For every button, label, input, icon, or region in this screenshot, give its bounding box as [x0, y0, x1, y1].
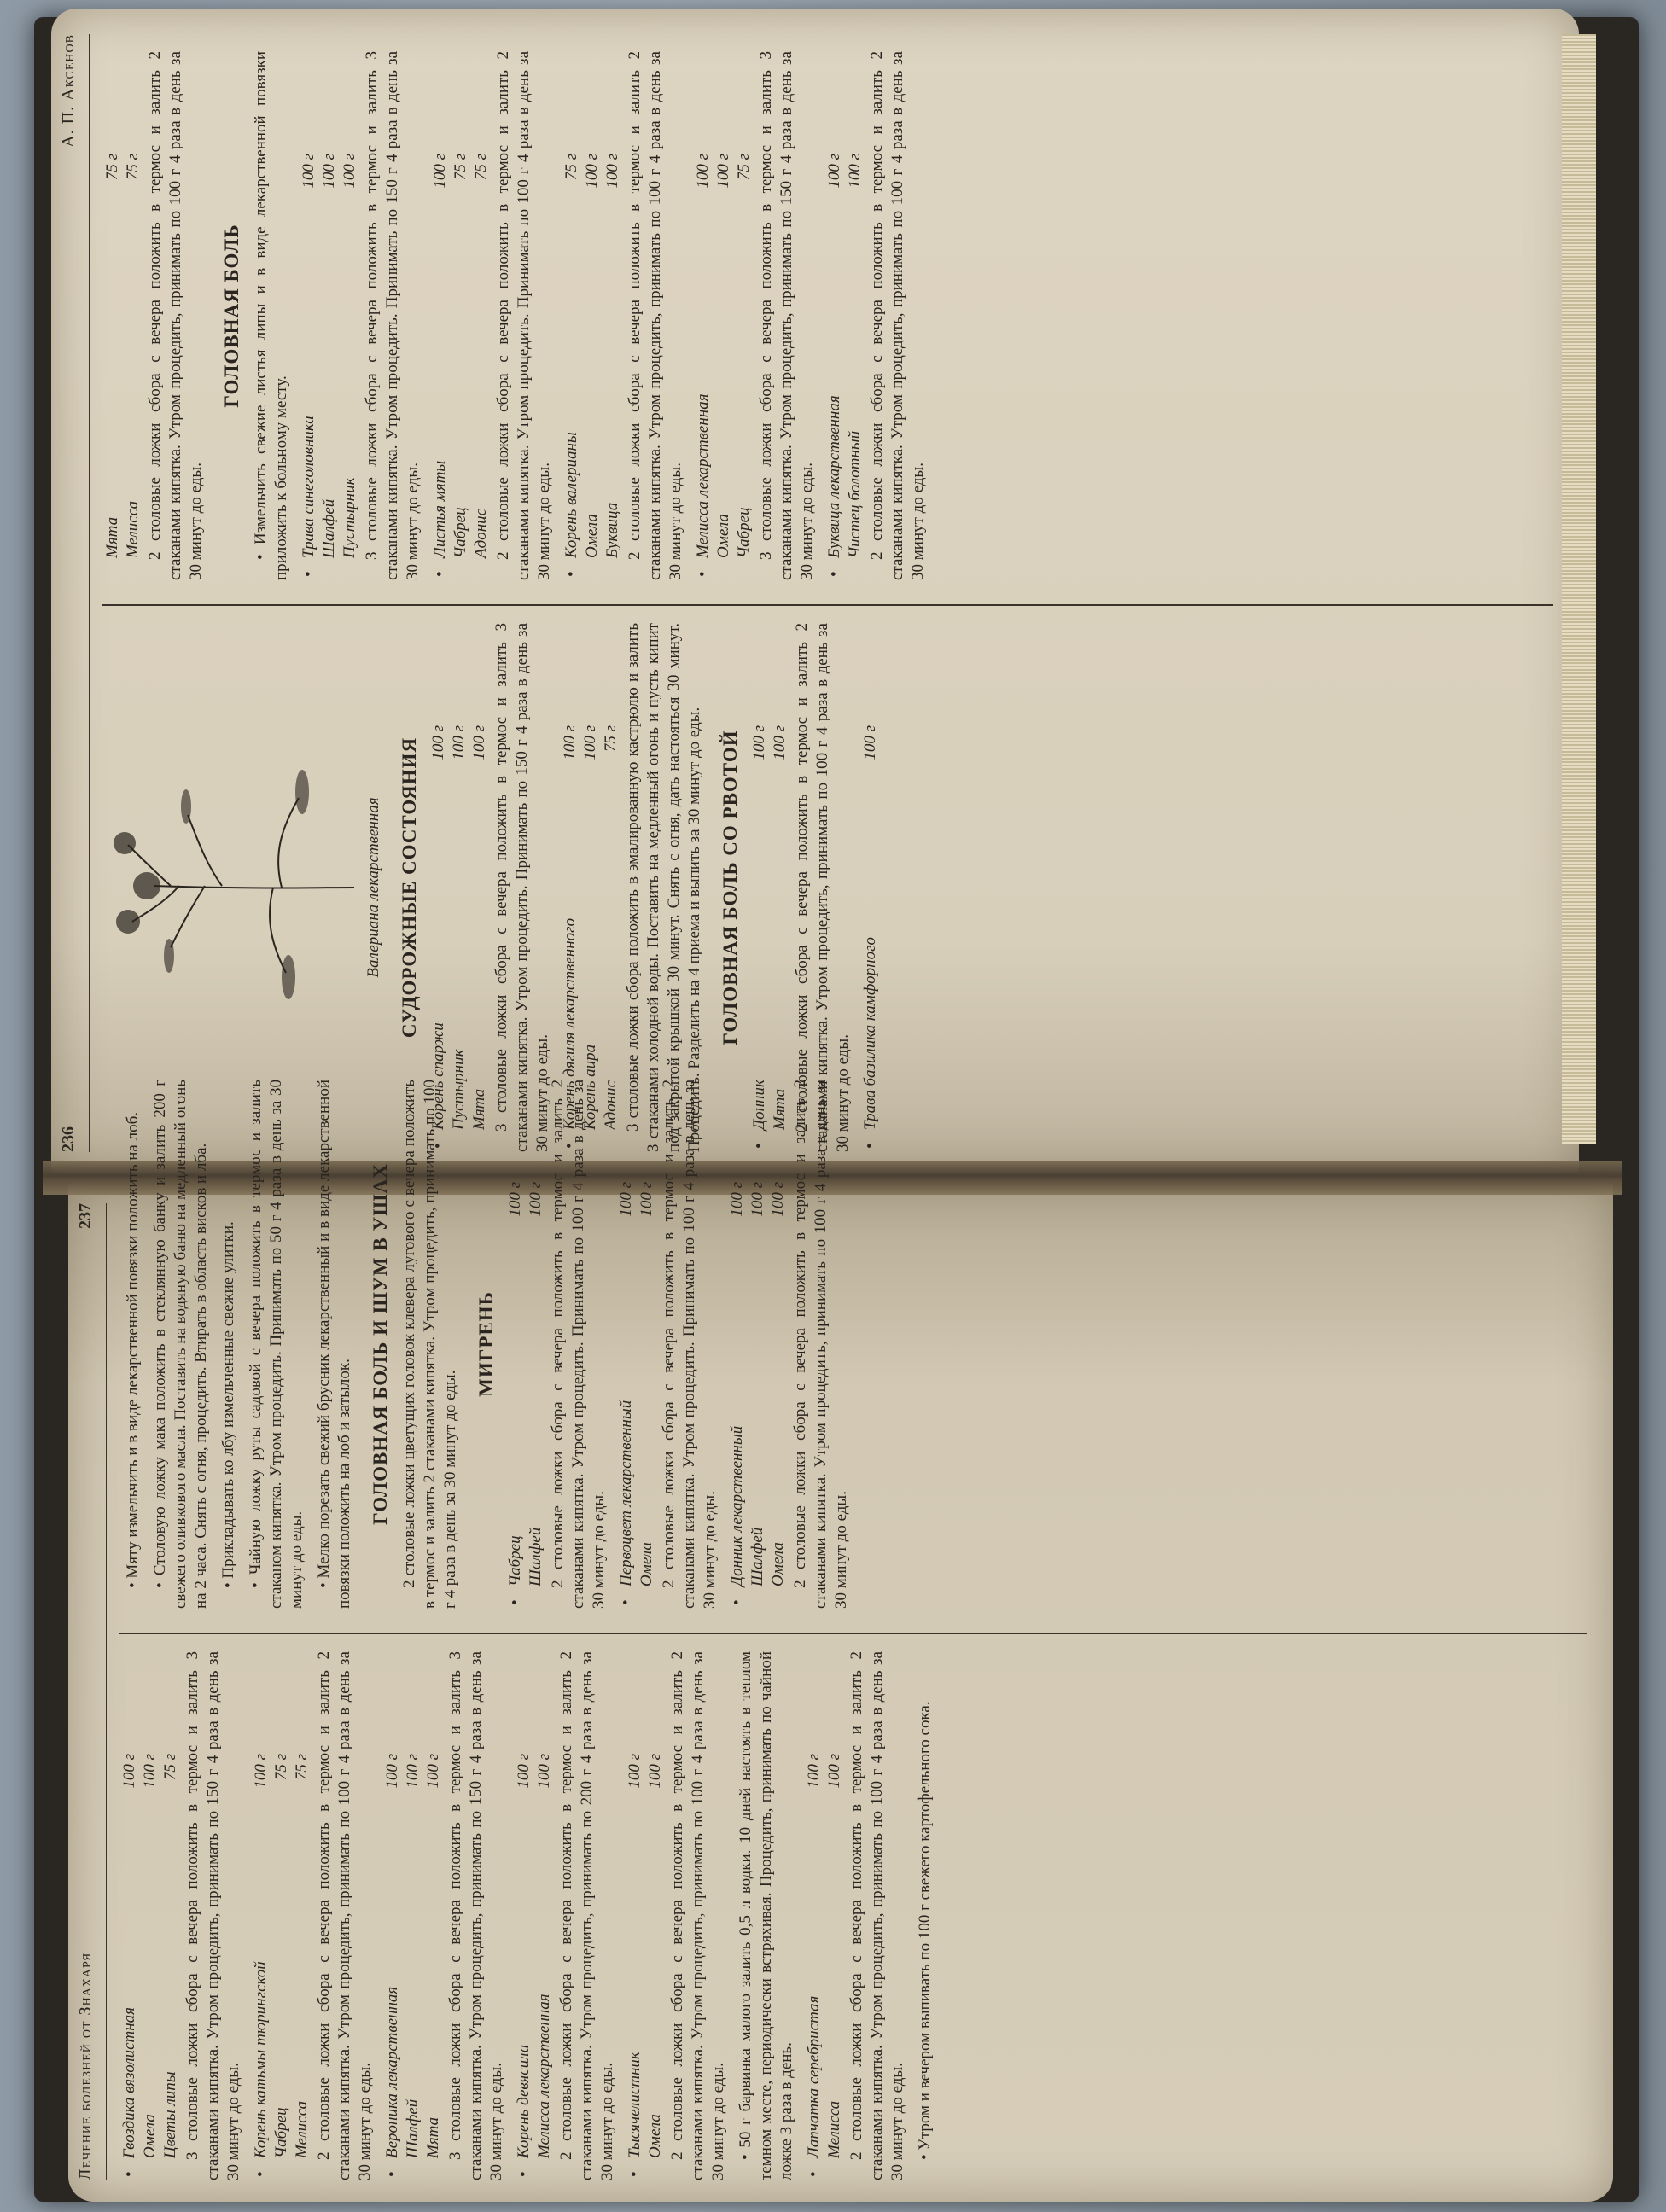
- ingredient: Корень аира 100 г: [581, 725, 599, 1130]
- section-title: СУДОРОЖНЫЕ СОСТОЯНИЯ: [399, 736, 420, 1039]
- recipe: [382, 1651, 507, 2180]
- ingredient: • Лапчатка серебристая 100 г: [804, 1651, 824, 2180]
- running-head: Лечение болезней от Знахаря: [76, 1952, 95, 2180]
- ingredient: • Чабрец 100 г: [505, 1080, 526, 1609]
- recipe-text: 2 столовые ложки сбора с вечера положить в термос и залить 2 стаканами кипятка. Утром процедить, принимать по 100 г 4 раза в день за 30 минут до еды.: [791, 1080, 850, 1609]
- right-col-1: [119, 1651, 942, 2180]
- right-col-2: [119, 1080, 859, 1609]
- recipe: [505, 1080, 609, 1609]
- ingredient: • Трава базилика камфорного 100 г: [860, 623, 881, 1152]
- recipe: [727, 1080, 852, 1609]
- recipe-text: 2 столовые ложки сбора с вечера положить в термос и залить 2 стаканами кипятка. Утром процедить. Принимать по 100 г 4 раза в день за 30 минут до еды.: [549, 1080, 608, 1609]
- recipe: [804, 1651, 908, 2180]
- recipe-text: 3 столовые ложки сбора с вечера положить в термос и залить 3 стаканами кипятка. Утром процедить, принимать по 150 г 4 раза в день за 30 минут до еды.: [757, 51, 816, 580]
- bullet-text: • Столовую ложку мака положить в стеклянную банку и залить 200 г свежего оливкового масла. Поставить на водяную баню на медленный огонь на 2 часа. Снять с огня, процедить. Втирать в область висков и лба.: [150, 1080, 212, 1609]
- ingredient: Мелисса 100 г: [825, 1754, 843, 2158]
- recipe: [625, 1651, 729, 2180]
- bullet-text: • Чайную ложку руты садовой с вечера положить в термос и залить стаканом кипятка. Утром процедить. Принимать по 50 г 4 раза в день за 30 минут до еды.: [246, 1080, 307, 1609]
- bullet-text: • Прикладывать ко лбу измельченные свежие улитки.: [218, 1080, 239, 1609]
- ingredient: • Трава синеголовника 100 г: [299, 51, 319, 580]
- ingredient: • Корень валерианы 75 г: [562, 51, 582, 580]
- bullet-text: • Мелко порезать свежий брусник лекарственный и в виде лекарственной повязки положить на лоб и затылок.: [314, 1080, 355, 1609]
- ingredient: Омела 100 г: [714, 154, 732, 558]
- left-page-header: [51, 34, 90, 1152]
- recipe-text: 2 столовые ложки сбора с вечера положить в термос и залить 2 стаканами кипятка. Утром процедить, принимать по 100 г 4 раза в день за 30 минут до еды.: [868, 51, 927, 580]
- ingredient: Чабрец 75 г: [451, 154, 469, 558]
- recipe-text: 3 столовые ложки сбора с вечера положить в термос и залить 3 стаканами кипятка. Утром процедить. Принимать по 150 г 4 раза в день за 30 минут до еды.: [492, 623, 551, 1152]
- left-col-2: [102, 51, 935, 580]
- bullet-text: • Измельчить свежие листья липы и в виде лекарственной повязки приложить к больному месту.: [251, 51, 292, 580]
- ingredient: Чистец болотный 100 г: [846, 154, 864, 558]
- left-page-content: [51, 17, 1579, 1169]
- ingredient: Омела 100 г: [769, 1182, 787, 1586]
- ingredient: • Корень катьмы тюрингской 100 г: [251, 1651, 271, 2180]
- page-number: 236: [59, 1126, 78, 1152]
- recipe-text: 2 столовые ложки сбора с вечера положить в термос и залить 2 стаканами кипятка. Утром процедить, принимать по 100 г 4 раза в день за 30 минут до еды.: [315, 1651, 374, 2180]
- recipe: [119, 1651, 244, 2180]
- recipe-text: 2 столовые ложки сбора с вечера положить в термос и залить 2 стаканами кипятка. Утром процедить, принимать по 100 г 4 раза в день за 30 минут до еды.: [626, 51, 684, 580]
- ingredient: • Вероника лекарственная 100 г: [382, 1651, 403, 2180]
- recipe-text: 2 столовые ложки сбора с вечера положить в термос и залить 2 стаканами кипятка. Утром процедить. Принимать по 100 г 4 раза в день за 30 минут до еды.: [660, 1080, 719, 1609]
- recipe: [616, 1080, 720, 1609]
- page-number: 237: [76, 1203, 95, 1229]
- ingredient: Адонис 75 г: [472, 154, 490, 558]
- ingredient: Мята 100 г: [424, 1754, 442, 2158]
- recipe-text: 2 столовые ложки сбора с вечера положить в термос и залить 2 стаканами кипятка. Утром процедить, принимать по 100 г 4 раза в день за 30 минут до еды.: [793, 623, 852, 1152]
- recipe-text: 2 столовые ложки сбора с вечера положить в термос и залить 2 стаканами кипятка. Утром процедить, принимать по 100 г 4 раза в день за 30 минут до еды.: [668, 1651, 727, 2180]
- ingredient: • Буквица лекарственная 100 г: [824, 51, 845, 580]
- running-head: А. П. Аксенов: [59, 34, 78, 148]
- section-title: ГОЛОВНАЯ БОЛЬ: [221, 224, 242, 408]
- section-title: ГОЛОВНАЯ БОЛЬ И ШУМ В УШАХ: [370, 1163, 391, 1525]
- section-title: МИГРЕНЬ: [475, 1291, 497, 1397]
- ingredient: Чабрец 75 г: [272, 1754, 290, 2158]
- recipe-text: 2 столовые ложки сбора с вечера положить в термос и залить 2 стаканами кипятка. Утром процедить, принимать по 200 г 4 раза в день за 30 минут до еды.: [557, 1651, 616, 2180]
- recipe-text: 2 столовые ложки сбора с вечера положить в термос и залить 2 стаканами кипятка. Утром процедить, принимать по 100 г 4 раза в день за 30 минут до еды.: [848, 1651, 906, 2180]
- left-col-1: [102, 623, 881, 1152]
- ingredient: • Мелисса лекарственная 100 г: [693, 51, 714, 580]
- illustration-caption: Валериана лекарственная: [364, 797, 382, 978]
- bullet-text: • Мяту измельчить и в виде лекарственной повязки положить на лоб.: [123, 1080, 143, 1609]
- ingredient: • Донник лекарственный 100 г: [727, 1080, 748, 1609]
- ingredient: • Корень девясила 100 г: [514, 1651, 534, 2180]
- ingredient: Омела 100 г: [638, 1182, 655, 1586]
- ingredient: • Корень дягиля лекарственного 100 г: [560, 623, 580, 1152]
- ingredient: • Гвоздика вязолистная 100 г: [119, 1651, 140, 2180]
- column-divider: [102, 605, 1553, 607]
- ingredient: • Тысячелистник 100 г: [625, 1651, 645, 2180]
- ingredient: Мята 100 г: [771, 725, 789, 1130]
- bullet-text: • 50 г барвинка малого залить 0,5 л водки. 10 дней настоять в теплом темном месте, периодически встряхивая. Процедить, принимать по чайной ложке 3 раза в день.: [736, 1651, 797, 2180]
- recipe-text: 3 столовые ложки сбора с вечера положить в термос и залить 3 стаканами кипятка. Утром процедить, принимать по 150 г 4 раза в день за 30 минут до еды.: [183, 1651, 242, 2180]
- ingredient: Омела 100 г: [646, 1754, 664, 2158]
- ingredient: Мята 75 г: [103, 154, 121, 558]
- ingredient: Адонис 75 г: [602, 725, 620, 1130]
- recipe: [824, 51, 929, 580]
- right-page-header: [68, 1203, 107, 2180]
- ingredient: Мелисса лекарственная 100 г: [535, 1754, 553, 2158]
- ingredient: • Первоцвет лекарственный 100 г: [616, 1080, 637, 1609]
- recipe: [299, 51, 423, 580]
- recipe-text: 3 столовые ложки сбора положить в эмалированную кастрюлю и залить 3 стаканами холодной воды. Поставить на медленный огонь и пусть кипит под закрытой крышкой 30 минут. Снять с огня, дать настояться 30 минут. Процедить. Разделить на 4 приема и выпить за 30 минут до еды.: [624, 623, 703, 1152]
- recipe: [102, 51, 207, 580]
- recipe: [693, 51, 818, 580]
- ingredient: Мята 100 г: [470, 725, 488, 1130]
- ingredient: Омела 100 г: [583, 154, 601, 558]
- ingredient: Шалфей 100 г: [404, 1754, 422, 2158]
- recipe: [560, 623, 705, 1152]
- recipe: [514, 1651, 618, 2180]
- recipe-text: 2 столовые ложки сбора с вечера положить в термос и залить 2 стаканами кипятка. Утром процедить. Принимать по 100 г 4 раза в день за 30 минут до еды.: [494, 51, 553, 580]
- ingredient: Пустырник 100 г: [450, 725, 468, 1130]
- ingredient: Шалфей 100 г: [749, 1182, 766, 1586]
- recipe-text: 2 столовые ложки сбора с вечера положить в термос и залить 2 стаканами кипятка. Утром процедить, принимать по 100 г 4 раза в день за 30 минут до еды.: [146, 51, 205, 580]
- recipe: [251, 1651, 376, 2180]
- recipe: [562, 51, 686, 580]
- recipe-text: 3 столовые ложки сбора с вечера положить в термос и залить 3 стаканами кипятка. Утром процедить. Принимать по 150 г 4 раза в день за 30 минут до еды.: [363, 51, 422, 580]
- recipe: [749, 623, 853, 1152]
- recipe-text: 2 столовые ложки цветущих головок клевера лугового с вечера положить в термос и залить 2 стаканами кипятка. Утром процедить, принимать по 100 г 4 раза в день за 30 минут до еды.: [400, 1080, 459, 1609]
- ingredient: Пустырник 100 г: [341, 154, 358, 558]
- section-title: ГОЛОВНАЯ БОЛЬ СО РВОТОЙ: [719, 730, 741, 1045]
- bullet-text: • Утром и вечером выпивать по 100 г свежего картофельного сока.: [915, 1651, 935, 2180]
- ingredient: Шалфей 100 г: [320, 154, 338, 558]
- ingredient: • Донник 100 г: [749, 623, 770, 1152]
- recipe-text: 3 столовые ложки сбора с вечера положить в термос и залить 3 стаканами кипятка. Утром процедить, принимать по 150 г 4 раза в день за 30 минут до еды.: [446, 1651, 505, 2180]
- ingredient: • Корень спаржи 100 г: [428, 623, 449, 1152]
- recipe: [428, 623, 553, 1152]
- column-divider: [119, 1633, 1587, 1635]
- ingredient: Омела 100 г: [141, 1754, 159, 2158]
- ingredient: Мелисса 75 г: [293, 1754, 311, 2158]
- valerian-illustration: [102, 760, 358, 1016]
- ingredient: Чабрец 75 г: [735, 154, 753, 558]
- ingredient: • Листья мяты 100 г: [430, 51, 451, 580]
- ingredient: Буквица 100 г: [603, 154, 621, 558]
- ingredient: Цветы липы 75 г: [161, 1754, 179, 2158]
- recipe: [430, 51, 555, 580]
- ingredient: Шалфей 100 г: [527, 1182, 545, 1586]
- ingredient: Мелисса 75 г: [124, 154, 142, 558]
